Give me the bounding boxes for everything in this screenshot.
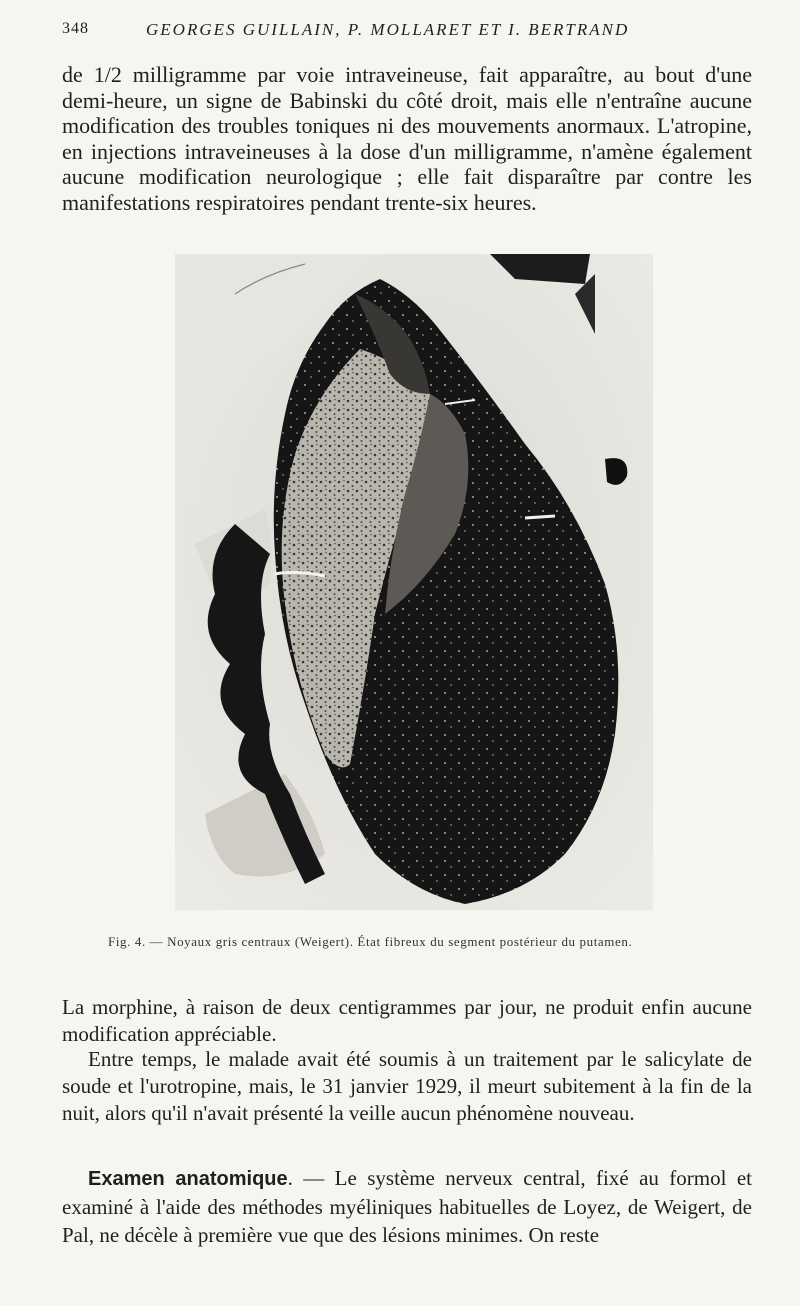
section-heading: Examen anatomique (88, 1168, 288, 1190)
section-paragraph (62, 1164, 752, 1249)
paragraph-2: La morphine, à raison de deux centigrammes par jour, ne produit enfin aucune modification appréciable. (62, 995, 752, 1046)
paragraph-1: de 1/2 milligramme par voie intraveineuse, fait apparaître, au bout d'une demi-heure, un signe de Babinski du côté droit, mais elle n'entraîne aucune modification des troubles toniques ni des mouvements anormaux. L'atropine, en injections intraveineuses à la dose d'un milligramme, n'amène également aucune modification neurologique ; elle fait disparaître par contre les manifestations respiratoires pendant trente-six heures. (62, 62, 752, 215)
brain-section-image (175, 254, 653, 910)
page-number: 348 (62, 20, 89, 37)
brain-section-figure (175, 254, 653, 910)
paragraph-3: Entre temps, le malade avait été soumis à un traitement par le salicylate de soude et l'urotropine, mais, le 31 janvier 1929, il meurt subitement à la fin de la nuit, alors qu'il n'avait présenté la veille aucun phénomène nouveau. (62, 1047, 752, 1125)
figure-caption: Fig. 4. — Noyaux gris centraux (Weigert). État fibreux du segment postérieur du putamen. (108, 934, 633, 949)
running-head: GEORGES GUILLAIN, P. MOLLARET ET I. BERTRAND (146, 20, 630, 39)
page-header (62, 18, 702, 48)
section-text: . — Le système nerveux central, fixé au formol et examiné à l'aide des méthodes myéliniques habituelles de Loyez, de Weigert, de Pal, ne décèle à première vue que des lésions minimes. On reste (62, 1166, 753, 1247)
